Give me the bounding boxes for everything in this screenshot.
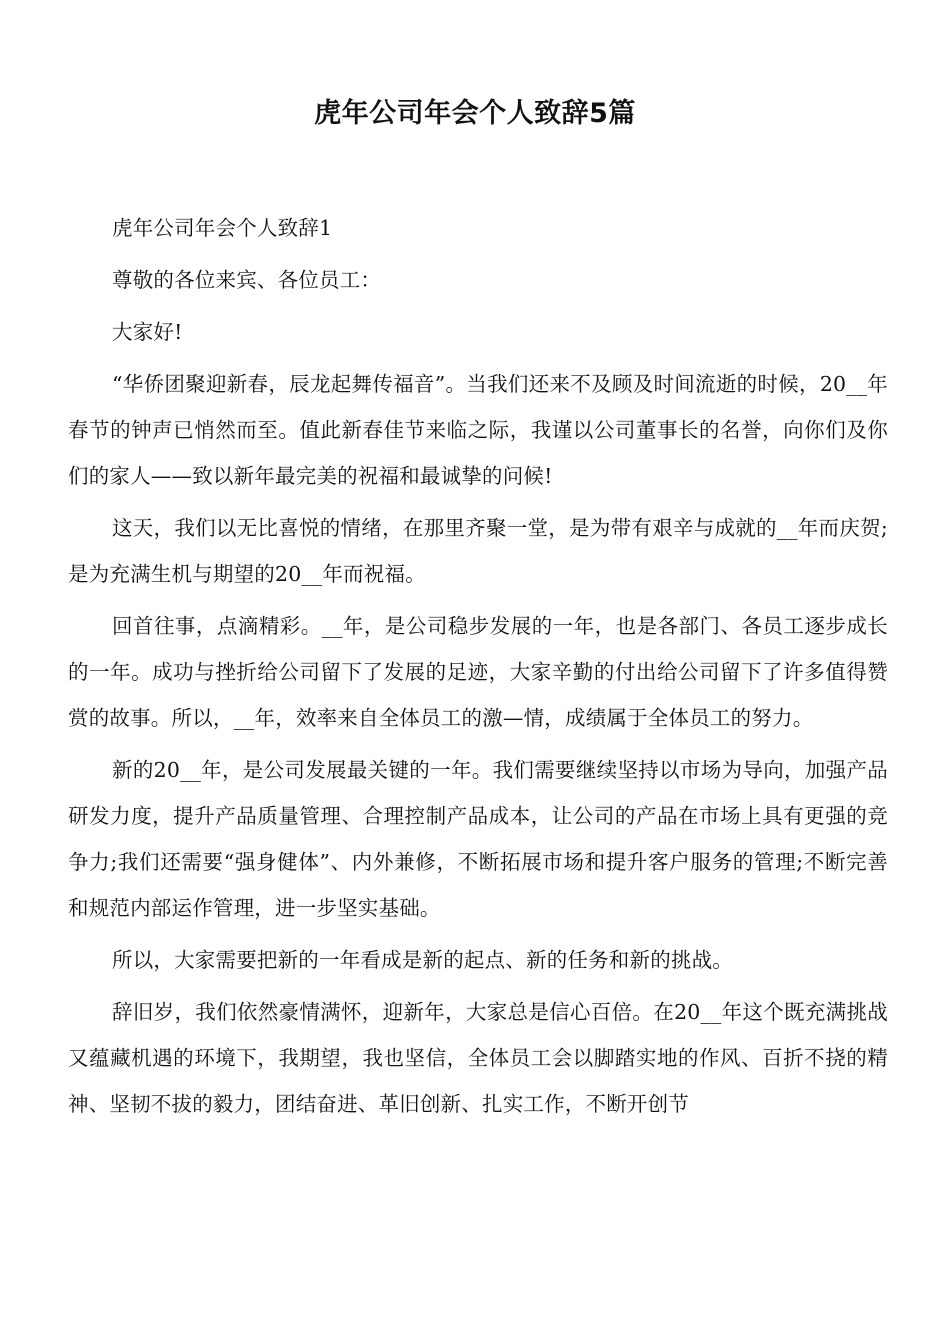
- paragraph: 所以，大家需要把新的一年看成是新的起点、新的任务和新的挑战。: [112, 948, 733, 972]
- paragraph: “华侨团聚迎新春，辰龙起舞传福音”。当我们还来不及顾及时间流逝的时候，20__年春节的钟声已悄然而至。值此新春佳节来临之际，我谨以公司董事长的名誉，向你们及你们的家人——致以新年最完美的祝福和最诚挚的问候!: [68, 372, 888, 488]
- paragraph: 辞旧岁，我们依然豪情满怀，迎新年，大家总是信心百倍。在20__年这个既充满挑战又蕴藏机遇的环境下，我期望，我也坚信，全体员工会以脚踏实地的作风、百折不挠的精神、坚韧不拔的毅力，团结奋进、革旧创新、扎实工作，不断开创节: [68, 1000, 888, 1116]
- greeting: 大家好!: [112, 320, 183, 344]
- section-heading: 虎年公司年会个人致辞1: [112, 216, 333, 240]
- paragraph: 这天，我们以无比喜悦的情绪，在那里齐聚一堂，是为带有艰辛与成就的__年而庆贺;是为充满生机与期望的20__年而祝福。: [68, 516, 888, 586]
- paragraph: 新的20__年，是公司发展最关键的一年。我们需要继续坚持以市场为导向，加强产品研发力度，提升产品质量管理、合理控制产品成本，让公司的产品在市场上具有更强的竞争力;我们还需要“强身健体”、内外兼修，不断拓展市场和提升客户服务的管理;不断完善和规范内部运作管理，进一步坚实基础。: [68, 758, 888, 920]
- salutation: 尊敬的各位来宾、各位员工：: [112, 268, 382, 292]
- document-body: [68, 205, 888, 1133]
- paragraph: 回首往事，点滴精彩。__年，是公司稳步发展的一年，也是各部门、各员工逐步成长的一年。成功与挫折给公司留下了发展的足迹，大家辛勤的付出给公司留下了许多值得赞赏的故事。所以，__年，效率来自全体员工的激—情，成绩属于全体员工的努力。: [68, 614, 888, 730]
- document-title: 虎年公司年会个人致辞5篇: [314, 98, 636, 129]
